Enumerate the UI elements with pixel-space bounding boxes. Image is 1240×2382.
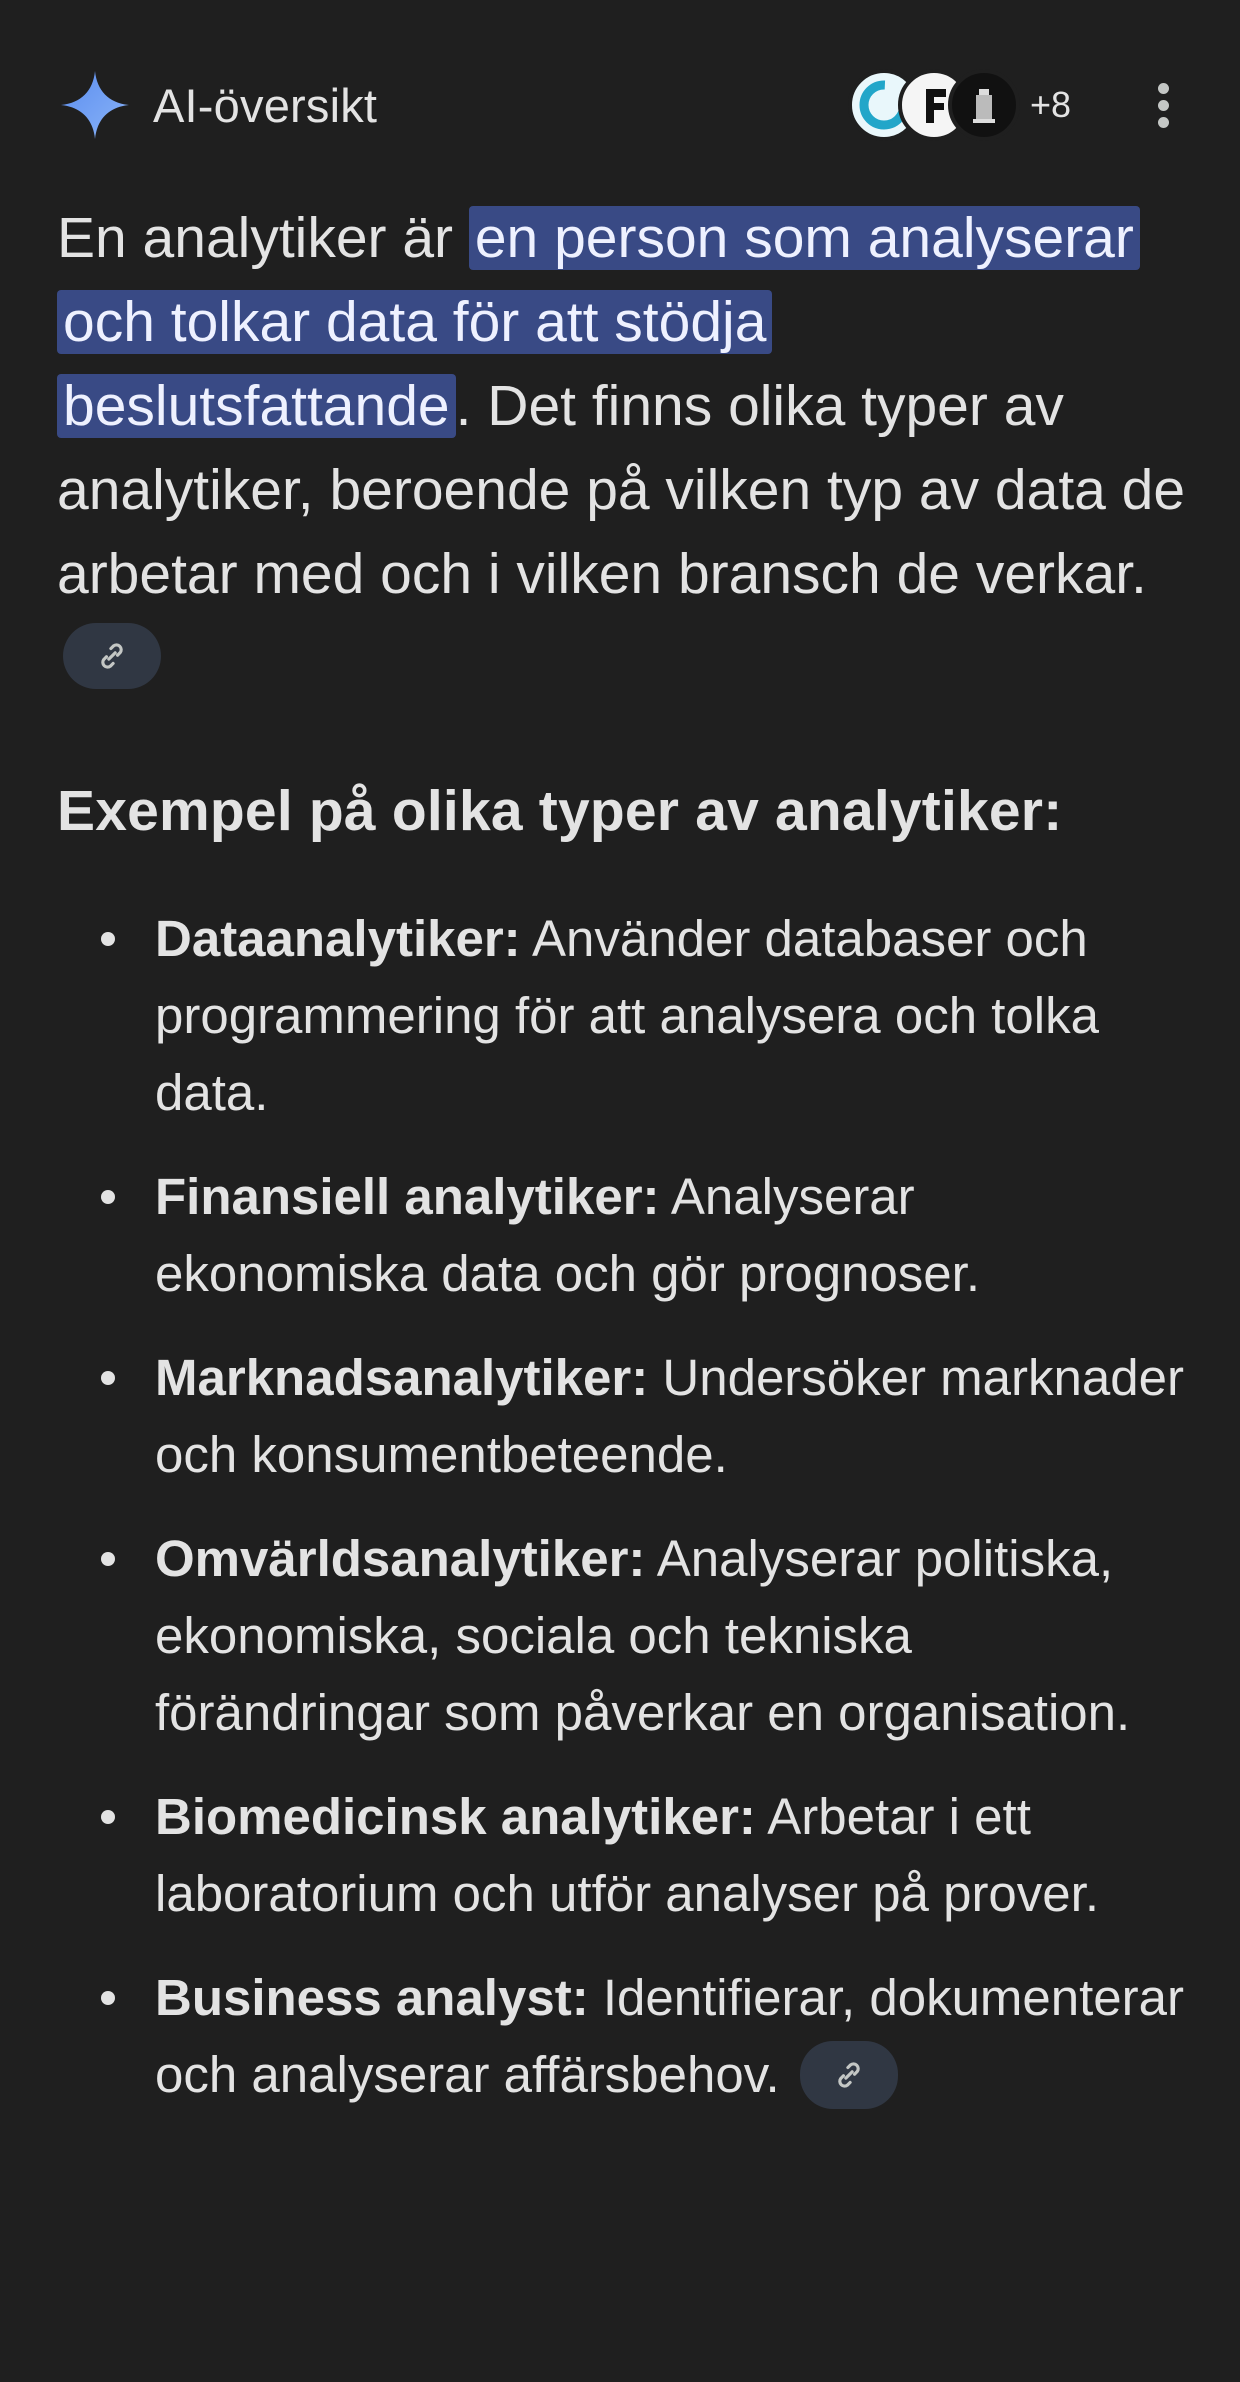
list-item xyxy=(57,1339,1187,1493)
link-icon xyxy=(830,2056,868,2094)
list-item xyxy=(57,1778,1187,1932)
source-avatar-3[interactable] xyxy=(948,69,1020,141)
gemini-spark-icon xyxy=(57,67,133,143)
bullet-icon xyxy=(101,1552,115,1566)
list-item-text: Identifierar, dokumenterar och analyserar affärsbehov. xyxy=(155,1969,1185,2103)
link-icon xyxy=(93,637,131,675)
intro-paragraph xyxy=(57,196,1187,700)
intro-lead: En analytiker är xyxy=(57,206,469,270)
analyst-types-list xyxy=(57,900,1187,2140)
intro-highlight: en person som analyserar och tolkar data för att stödja beslutsfattande xyxy=(57,206,1140,438)
bullet-icon xyxy=(101,932,115,946)
section-heading: Exempel på olika typer av analytiker: xyxy=(57,779,1063,843)
list-item-term: Business analyst: xyxy=(155,1969,589,2026)
list-item-text: Använder databaser och programmering för att analysera och tolka data. xyxy=(155,910,1099,1121)
list-item xyxy=(57,1158,1187,1312)
source-link-chip[interactable] xyxy=(800,2041,898,2109)
list-item-term: Marknadsanalytiker: xyxy=(155,1349,649,1406)
list-item xyxy=(57,900,1187,1131)
list-item-text: Arbetar i ett laboratorium och utför analyser på prover. xyxy=(155,1788,1099,1922)
list-item xyxy=(57,1959,1187,2113)
intro-rest: . Det finns olika typer av analytiker, beroende på vilken typ av data de arbetar med och i vilken bransch de verkar. xyxy=(57,374,1186,606)
list-item-text: Analyserar politiska, ekonomiska, sociala och tekniska förändringar som påverkar en organisation. xyxy=(155,1530,1131,1741)
source-link-chip[interactable] xyxy=(63,623,161,689)
sources-group xyxy=(848,69,1183,141)
list-item-term: Omvärldsanalytiker: xyxy=(155,1530,646,1587)
list-item-term: Biomedicinsk analytiker: xyxy=(155,1788,756,1845)
bullet-icon xyxy=(101,1991,115,2005)
list-item xyxy=(57,1520,1187,1751)
bullet-icon xyxy=(101,1810,115,1824)
list-item-term: Finansiell analytiker: xyxy=(155,1168,660,1225)
more-options-icon[interactable] xyxy=(1143,75,1183,135)
list-item-text: Analyserar ekonomiska data och gör prognoser. xyxy=(155,1168,981,1302)
bullet-icon xyxy=(101,1371,115,1385)
list-item-text: Undersöker marknader och konsumentbeteende. xyxy=(155,1349,1184,1483)
more-sources-count[interactable]: +8 xyxy=(1029,84,1071,125)
source-avatars[interactable] xyxy=(848,69,1020,141)
bullet-icon xyxy=(101,1190,115,1204)
ai-overview-header xyxy=(57,66,1183,144)
list-item-term: Dataanalytiker: xyxy=(155,910,521,967)
header-title: AI-översikt xyxy=(153,78,378,132)
